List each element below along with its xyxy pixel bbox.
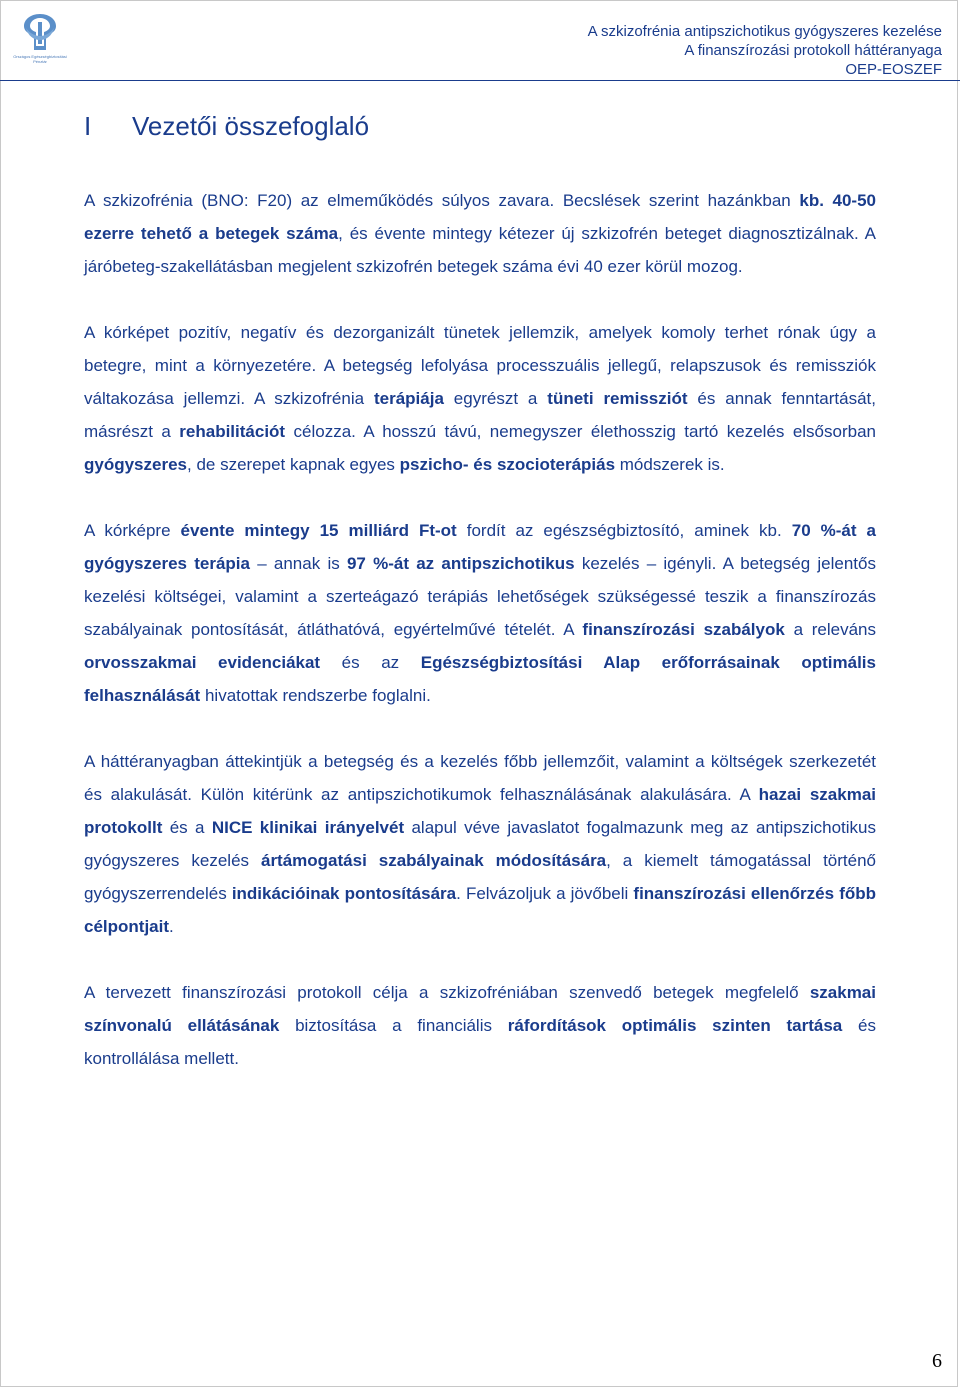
body-paragraph — [84, 745, 876, 943]
text-run: A kórképet pozitív, negatív és dezorganizált tünetek jellemzik, amelyek komoly terhet rónak úgy a betegre, mint a környezetére. A betegség lefolyása processzuális jellegű, relapszusok és remissziók váltakozása jellemzi. A szkizofrénia — [84, 323, 876, 408]
section-heading — [84, 110, 369, 142]
text-run: fordít az egészségbiztosító, aminek kb. — [456, 521, 792, 540]
emphasized-text: ráfordítások optimális szinten tartása — [507, 1016, 843, 1035]
section-number: I — [84, 111, 92, 141]
text-run: . — [169, 917, 174, 936]
text-run: , de szerepet kapnak egyes — [187, 455, 400, 474]
text-run: kezelés – igényli. A betegség jelentős kezelési költségei, valamint a szerteágazó terápiás lehetőségek szükségessé teszik a finanszírozás szabályainak pontosítását, átláthatóvá, egyértelművé tételét. A — [84, 554, 876, 639]
text-run: , és évente mintegy kétezer új szkizofrén beteget diagnosztizálnak. A járóbeteg-szakellátásban megjelent szkizofrén betegek száma évi 40 ezer körül mozog. — [84, 224, 877, 276]
section-title: Vezetői összefoglaló — [132, 111, 370, 141]
page-number: 6 — [932, 1350, 942, 1372]
text-run: a releváns — [784, 620, 877, 639]
text-run: és kontrollálása mellett. — [84, 1016, 876, 1068]
text-run: és annak fenntartását, másrészt a — [84, 389, 876, 441]
header-divider — [0, 80, 960, 81]
body-paragraph — [84, 976, 876, 1075]
emphasized-text: rehabilitációt — [179, 422, 286, 441]
emphasized-text: terápiája — [373, 389, 444, 408]
header-organization: OEP-EOSZEF — [845, 61, 942, 78]
logo-emblem-icon — [8, 10, 72, 54]
document-body — [84, 184, 876, 1108]
text-run: és a — [162, 818, 212, 837]
emphasized-text: 70 %-át a gyógyszeres terápia — [84, 521, 876, 573]
text-run: célozza. A hosszú távú, nemegyszer élethosszig tartó kezelés elsősorban — [285, 422, 876, 441]
text-run: A háttéranyagban áttekintjük a betegség és a kezelés főbb jellemzőit, valamint a költségek szerkezetét és alakulását. Külön kitérünk az antipszichotikumok felhasználásának alakulására. A — [84, 752, 876, 804]
text-run: A szkizofrénia (BNO: F20) az elmeműködés súlyos zavara. Becslések szerint hazánkban — [84, 191, 800, 210]
logo-caption: Országos Egészségbiztosítási Pénztár — [13, 54, 67, 64]
emphasized-text: hazai szakmai protokollt — [84, 785, 877, 837]
oep-logo — [8, 10, 72, 72]
emphasized-text: szakmai színvonalú ellátásának — [84, 983, 876, 1035]
text-run: biztosítása a financiális — [279, 1016, 508, 1035]
header-title: A szkizofrénia antipszichotikus gyógyszeres kezelése — [587, 23, 942, 40]
emphasized-text: NICE klinikai irányelvét — [211, 818, 405, 837]
emphasized-text: indikációinak pontosítására — [231, 884, 457, 903]
body-paragraph — [84, 514, 876, 712]
emphasized-text: orvosszakmai evidenciákat — [84, 653, 321, 672]
emphasized-text: pszicho- és szocioterápiás — [399, 455, 616, 474]
text-run: és az — [320, 653, 421, 672]
emphasized-text: finanszírozási szabályok — [582, 620, 785, 639]
text-run: egyrészt a — [443, 389, 548, 408]
emphasized-text: tüneti remissziót — [547, 389, 688, 408]
document-header — [588, 22, 942, 79]
body-paragraph — [84, 184, 876, 283]
header-subtitle: A finanszírozási protokoll háttéranyaga — [684, 42, 942, 59]
text-run: módszerek is. — [615, 455, 725, 474]
emphasized-text: kb. 40-50 ezerre tehető a betegek száma — [84, 191, 876, 243]
emphasized-text: évente mintegy 15 milliárd Ft-ot — [180, 521, 457, 540]
emphasized-text: finanszírozási ellenőrzés főbb célpontjait — [84, 884, 877, 936]
text-run: – annak is — [249, 554, 347, 573]
emphasized-text: ártámogatási szabályainak módosítására — [260, 851, 607, 870]
text-run: A tervezett finanszírozási protokoll célja a szkizofréniában szenvedő betegek megfelelő — [84, 983, 810, 1002]
emphasized-text: 97 %-át az antipszichotikus — [346, 554, 575, 573]
text-run: alapul véve javaslatot fogalmazunk meg az antipszichotikus gyógyszeres kezelés — [84, 818, 876, 870]
body-paragraph — [84, 316, 876, 481]
text-run: , a kiemelt támogatással történő gyógyszerrendelés — [84, 851, 876, 903]
text-run: hivatottak rendszerbe foglalni. — [200, 686, 431, 705]
text-run: A kórképre — [84, 521, 181, 540]
text-run: . Felvázoljuk a jövőbeli — [456, 884, 634, 903]
emphasized-text: gyógyszeres — [84, 455, 187, 474]
emphasized-text: Egészségbiztosítási Alap erőforrásainak optimális felhasználását — [84, 653, 876, 705]
